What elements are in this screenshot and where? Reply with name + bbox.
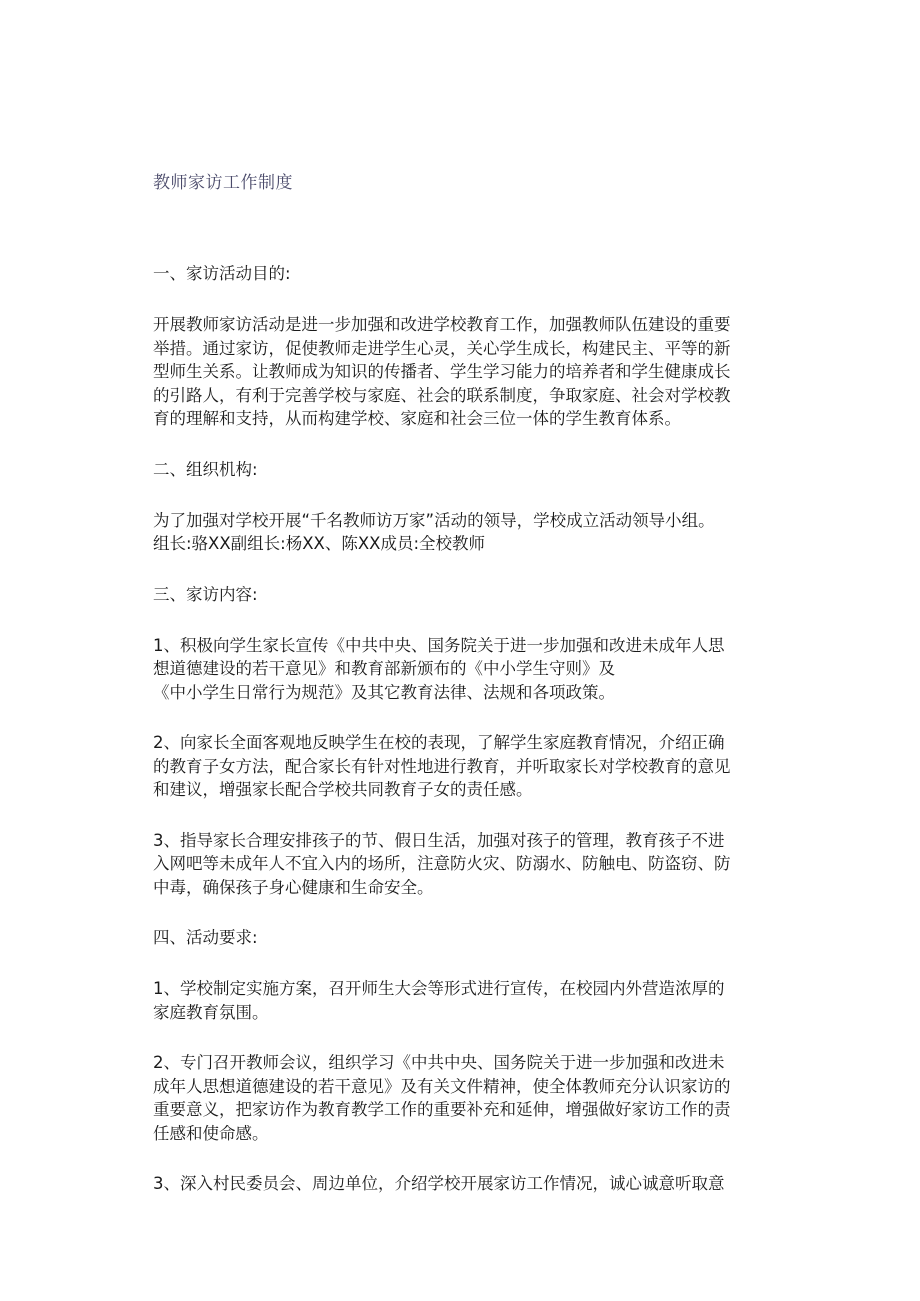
paragraph-line: 中毒，确保孩子身心健康和生命安全。 — [153, 877, 434, 897]
section-paragraph — [153, 1172, 753, 1196]
section-heading: 四、活动要求: — [153, 928, 258, 947]
paragraph-line: 2、向家长全面客观地反映学生在校的表现，了解学生家庭教育情况，介绍正确 — [153, 733, 725, 752]
paragraph-line: 育的理解和支持，从而构建学校、家庭和社会三位一体的学生教育体系。 — [153, 409, 681, 428]
paragraph-line: 想道德建设的若干意见》和教育部新颁布的《中小学生守则》及 — [153, 659, 615, 678]
section-paragraph — [153, 977, 753, 1024]
paragraph-line: 为了加强对学校开展“千名教师访万家”活动的领导，学校成立活动领导小组。 — [153, 510, 715, 530]
section-heading: 一、家访活动目的: — [153, 264, 291, 283]
paragraph-line: 3、指导家长合理安排孩子的节、假日生活，加强对孩子的管理，教育孩子不进 — [153, 830, 725, 850]
paragraph-line: 2、专门召开教师会议，组织学习《中共中央、国务院关于进一步加强和改进未 — [153, 1053, 725, 1072]
section-paragraph — [153, 1051, 753, 1145]
paragraph-line: 成年人思想道德建设的若干意见》及有关文件精神，使全体教师充分认识家访的 — [153, 1076, 731, 1096]
paragraph-line: 举措。通过家访，促使教师走进学生心灵，关心学生成长，构建民主、平等的新 — [153, 338, 731, 358]
paragraph-line: 型师生关系。让教师成为知识的传播者、学生学习能力的培养者和学生健康成长 — [153, 362, 731, 381]
document-title: 教师家访工作制度 — [153, 173, 293, 193]
section-paragraph — [153, 509, 753, 556]
paragraph-line: 1、学校制定实施方案，召开师生大会等形式进行宣传，在校园内外营造浓厚的 — [153, 979, 725, 998]
paragraph-line: 入网吧等未成年人不宜入内的场所，注意防火灾、防溺水、防触电、防盗窃、防 — [153, 854, 731, 873]
section-paragraph — [153, 829, 753, 900]
document-body — [153, 262, 753, 1223]
paragraph-line: 1、积极向学生家长宣传《中共中央、国务院关于进一步加强和改进未成年人思 — [153, 635, 725, 655]
paragraph-line: 和建议，增强家长配合学校共同教育子女的责任感。 — [153, 780, 533, 799]
section-paragraph — [153, 313, 753, 431]
section-paragraph — [153, 731, 753, 802]
paragraph-line: 《中小学生日常行为规范》及其它教育法律、法规和各项政策。 — [153, 682, 615, 702]
paragraph-line: 家庭教育氛围。 — [153, 1002, 269, 1022]
paragraph-line: 任感和使命感。 — [153, 1123, 269, 1143]
paragraph-line: 的引路人，有利于完善学校与家庭、社会的联系制度，争取家庭、社会对学校教 — [153, 385, 731, 405]
section-heading: 二、组织机构: — [153, 459, 258, 479]
paragraph-line: 开展教师家访活动是进一步加强和改进学校教育工作，加强教师队伍建设的重要 — [153, 315, 731, 334]
paragraph-line: 重要意义，把家访作为教育教学工作的重要补充和延伸，增强做好家访工作的责 — [153, 1100, 731, 1119]
section-heading: 三、家访内容: — [153, 584, 258, 604]
paragraph-line: 组长:骆XX副组长:杨XX、陈XX成员:全校教师 — [153, 534, 485, 553]
paragraph-line: 3、深入村民委员会、周边单位，介绍学校开展家访工作情况，诚心诚意听取意 — [153, 1174, 725, 1193]
section-paragraph — [153, 634, 753, 705]
paragraph-line: 的教育子女方法，配合家长有针对性地进行教育，并听取家长对学校教育的意见 — [153, 756, 731, 776]
